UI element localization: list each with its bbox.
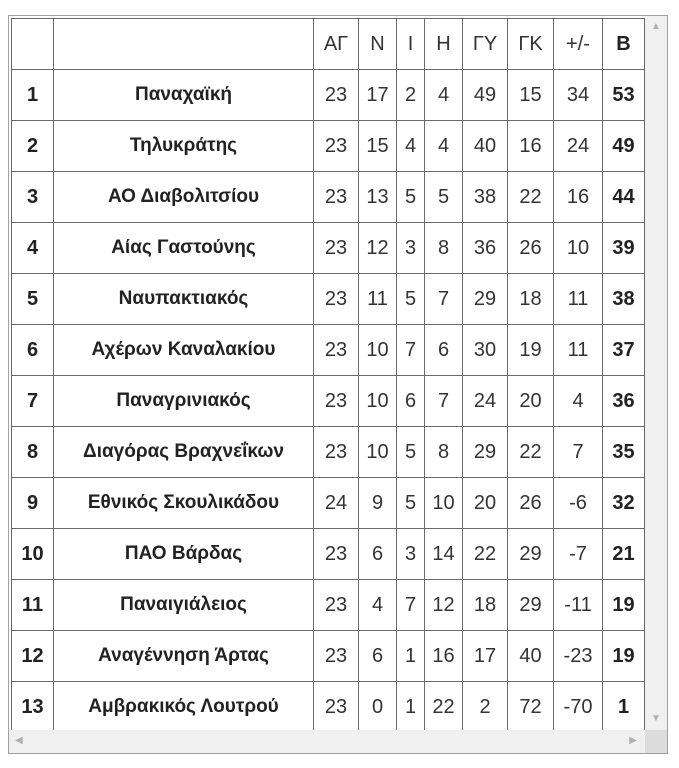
cell-team: ΠΑΟ Βάρδας bbox=[54, 529, 314, 580]
cell-goals-against: 16 bbox=[508, 121, 554, 172]
cell-played: 23 bbox=[314, 172, 359, 223]
cell-rank: 3 bbox=[12, 172, 54, 223]
cell-played: 23 bbox=[314, 325, 359, 376]
cell-goals-against: 26 bbox=[508, 478, 554, 529]
cell-rank: 5 bbox=[12, 274, 54, 325]
cell-team: Αχέρων Καναλακίου bbox=[54, 325, 314, 376]
header-losses: Η bbox=[425, 19, 463, 70]
header-goals-for: ΓΥ bbox=[463, 19, 508, 70]
cell-goals-for: 2 bbox=[463, 682, 508, 733]
cell-goal-diff: 11 bbox=[554, 274, 603, 325]
cell-losses: 14 bbox=[425, 529, 463, 580]
vertical-scrollbar[interactable] bbox=[645, 16, 667, 730]
table-row bbox=[12, 529, 645, 580]
cell-goal-diff: 7 bbox=[554, 427, 603, 478]
cell-rank: 10 bbox=[12, 529, 54, 580]
cell-goals-against: 18 bbox=[508, 274, 554, 325]
cell-goals-for: 30 bbox=[463, 325, 508, 376]
header-goals-against: ΓΚ bbox=[508, 19, 554, 70]
table-row bbox=[12, 172, 645, 223]
cell-draws: 5 bbox=[397, 478, 425, 529]
cell-rank: 11 bbox=[12, 580, 54, 631]
cell-wins: 9 bbox=[359, 478, 397, 529]
header-goal-diff: +/- bbox=[554, 19, 603, 70]
scroll-down-arrow-icon[interactable]: ▼ bbox=[651, 713, 661, 724]
cell-goal-diff: -6 bbox=[554, 478, 603, 529]
cell-points: 19 bbox=[603, 580, 645, 631]
cell-losses: 4 bbox=[425, 70, 463, 121]
cell-goal-diff: 24 bbox=[554, 121, 603, 172]
cell-draws: 6 bbox=[397, 376, 425, 427]
cell-wins: 0 bbox=[359, 682, 397, 733]
cell-losses: 22 bbox=[425, 682, 463, 733]
cell-goals-against: 22 bbox=[508, 172, 554, 223]
cell-rank: 2 bbox=[12, 121, 54, 172]
cell-losses: 8 bbox=[425, 427, 463, 478]
cell-draws: 7 bbox=[397, 580, 425, 631]
cell-team: Αμβρακικός Λουτρού bbox=[54, 682, 314, 733]
header-wins: Ν bbox=[359, 19, 397, 70]
cell-losses: 10 bbox=[425, 478, 463, 529]
cell-played: 23 bbox=[314, 580, 359, 631]
table-row bbox=[12, 631, 645, 682]
table-row bbox=[12, 325, 645, 376]
cell-played: 23 bbox=[314, 631, 359, 682]
cell-wins: 10 bbox=[359, 376, 397, 427]
table-row bbox=[12, 580, 645, 631]
cell-points: 38 bbox=[603, 274, 645, 325]
cell-rank: 13 bbox=[12, 682, 54, 733]
cell-rank: 4 bbox=[12, 223, 54, 274]
table-row bbox=[12, 223, 645, 274]
cell-goals-for: 17 bbox=[463, 631, 508, 682]
cell-points: 53 bbox=[603, 70, 645, 121]
cell-losses: 8 bbox=[425, 223, 463, 274]
cell-played: 23 bbox=[314, 274, 359, 325]
cell-draws: 3 bbox=[397, 529, 425, 580]
cell-played: 24 bbox=[314, 478, 359, 529]
cell-goals-for: 36 bbox=[463, 223, 508, 274]
cell-goal-diff: -11 bbox=[554, 580, 603, 631]
cell-team: Τηλυκράτης bbox=[54, 121, 314, 172]
table-row bbox=[12, 682, 645, 733]
table-row bbox=[12, 70, 645, 121]
cell-draws: 1 bbox=[397, 682, 425, 733]
cell-goals-against: 15 bbox=[508, 70, 554, 121]
cell-played: 23 bbox=[314, 223, 359, 274]
cell-team: Αίας Γαστούνης bbox=[54, 223, 314, 274]
cell-goals-against: 20 bbox=[508, 376, 554, 427]
cell-wins: 11 bbox=[359, 274, 397, 325]
cell-points: 36 bbox=[603, 376, 645, 427]
cell-team: Εθνικός Σκουλικάδου bbox=[54, 478, 314, 529]
cell-draws: 5 bbox=[397, 274, 425, 325]
cell-played: 23 bbox=[314, 529, 359, 580]
cell-goals-for: 29 bbox=[463, 274, 508, 325]
cell-rank: 1 bbox=[12, 70, 54, 121]
cell-draws: 3 bbox=[397, 223, 425, 274]
cell-team: Παναχαϊκή bbox=[54, 70, 314, 121]
table-row bbox=[12, 274, 645, 325]
cell-draws: 4 bbox=[397, 121, 425, 172]
cell-team: Αναγέννηση Άρτας bbox=[54, 631, 314, 682]
cell-played: 23 bbox=[314, 70, 359, 121]
cell-goals-against: 29 bbox=[508, 529, 554, 580]
cell-team: Παναγρινιακός bbox=[54, 376, 314, 427]
header-row bbox=[12, 19, 645, 70]
header-rank bbox=[12, 19, 54, 70]
cell-losses: 7 bbox=[425, 274, 463, 325]
cell-losses: 7 bbox=[425, 376, 463, 427]
cell-points: 39 bbox=[603, 223, 645, 274]
cell-goals-against: 26 bbox=[508, 223, 554, 274]
cell-rank: 7 bbox=[12, 376, 54, 427]
table-row bbox=[12, 478, 645, 529]
cell-wins: 15 bbox=[359, 121, 397, 172]
scroll-left-arrow-icon[interactable]: ◀ bbox=[15, 735, 23, 746]
cell-losses: 4 bbox=[425, 121, 463, 172]
cell-wins: 10 bbox=[359, 427, 397, 478]
cell-rank: 9 bbox=[12, 478, 54, 529]
cell-wins: 13 bbox=[359, 172, 397, 223]
cell-points: 1 bbox=[603, 682, 645, 733]
cell-goal-diff: 4 bbox=[554, 376, 603, 427]
cell-points: 44 bbox=[603, 172, 645, 223]
cell-goal-diff: 11 bbox=[554, 325, 603, 376]
cell-draws: 1 bbox=[397, 631, 425, 682]
cell-played: 23 bbox=[314, 682, 359, 733]
cell-rank: 8 bbox=[12, 427, 54, 478]
cell-wins: 12 bbox=[359, 223, 397, 274]
cell-team: Ναυπακτιακός bbox=[54, 274, 314, 325]
cell-goals-against: 22 bbox=[508, 427, 554, 478]
cell-goals-for: 40 bbox=[463, 121, 508, 172]
standings-table-container bbox=[8, 15, 668, 754]
cell-points: 49 bbox=[603, 121, 645, 172]
header-draws: Ι bbox=[397, 19, 425, 70]
cell-wins: 10 bbox=[359, 325, 397, 376]
cell-team: ΑΟ Διαβολιτσίου bbox=[54, 172, 314, 223]
cell-goals-against: 29 bbox=[508, 580, 554, 631]
cell-goals-for: 20 bbox=[463, 478, 508, 529]
horizontal-scrollbar[interactable] bbox=[9, 730, 645, 753]
cell-wins: 4 bbox=[359, 580, 397, 631]
cell-goals-for: 18 bbox=[463, 580, 508, 631]
cell-wins: 17 bbox=[359, 70, 397, 121]
cell-draws: 5 bbox=[397, 172, 425, 223]
header-points: Β bbox=[603, 19, 645, 70]
standings-table bbox=[11, 18, 645, 733]
header-played: ΑΓ bbox=[314, 19, 359, 70]
cell-goals-for: 24 bbox=[463, 376, 508, 427]
cell-team: Διαγόρας Βραχνεΐκων bbox=[54, 427, 314, 478]
scroll-up-arrow-icon[interactable]: ▲ bbox=[651, 21, 661, 32]
cell-points: 35 bbox=[603, 427, 645, 478]
cell-team: Παναιγιάλειος bbox=[54, 580, 314, 631]
cell-losses: 12 bbox=[425, 580, 463, 631]
table-row bbox=[12, 376, 645, 427]
table-row bbox=[12, 427, 645, 478]
cell-goals-for: 29 bbox=[463, 427, 508, 478]
cell-goal-diff: 16 bbox=[554, 172, 603, 223]
cell-losses: 6 bbox=[425, 325, 463, 376]
scroll-right-arrow-icon[interactable]: ▶ bbox=[629, 735, 637, 746]
cell-goal-diff: -70 bbox=[554, 682, 603, 733]
cell-wins: 6 bbox=[359, 529, 397, 580]
cell-played: 23 bbox=[314, 376, 359, 427]
scrollbar-corner bbox=[645, 730, 667, 753]
cell-goals-for: 49 bbox=[463, 70, 508, 121]
cell-rank: 6 bbox=[12, 325, 54, 376]
cell-points: 32 bbox=[603, 478, 645, 529]
cell-points: 19 bbox=[603, 631, 645, 682]
cell-draws: 5 bbox=[397, 427, 425, 478]
header-team bbox=[54, 19, 314, 70]
cell-goals-against: 72 bbox=[508, 682, 554, 733]
cell-goals-against: 40 bbox=[508, 631, 554, 682]
cell-losses: 16 bbox=[425, 631, 463, 682]
cell-points: 37 bbox=[603, 325, 645, 376]
cell-goals-for: 38 bbox=[463, 172, 508, 223]
cell-goal-diff: -7 bbox=[554, 529, 603, 580]
cell-draws: 2 bbox=[397, 70, 425, 121]
cell-wins: 6 bbox=[359, 631, 397, 682]
cell-losses: 5 bbox=[425, 172, 463, 223]
cell-goal-diff: 10 bbox=[554, 223, 603, 274]
cell-goals-against: 19 bbox=[508, 325, 554, 376]
cell-played: 23 bbox=[314, 427, 359, 478]
cell-points: 21 bbox=[603, 529, 645, 580]
cell-goal-diff: 34 bbox=[554, 70, 603, 121]
cell-goals-for: 22 bbox=[463, 529, 508, 580]
cell-goal-diff: -23 bbox=[554, 631, 603, 682]
table-row bbox=[12, 121, 645, 172]
cell-draws: 7 bbox=[397, 325, 425, 376]
cell-rank: 12 bbox=[12, 631, 54, 682]
cell-played: 23 bbox=[314, 121, 359, 172]
